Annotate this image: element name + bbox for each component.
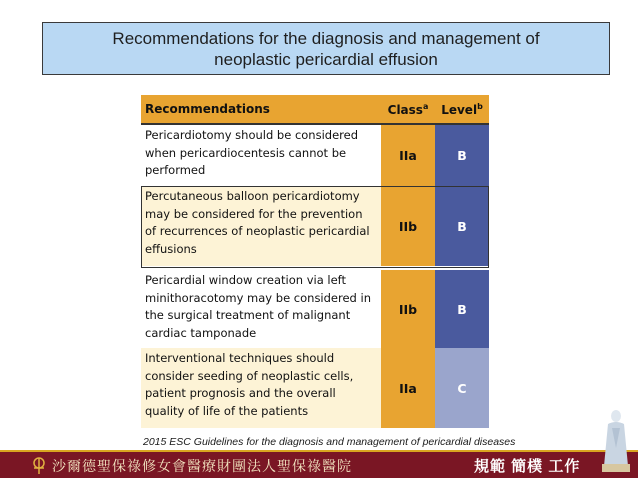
table-row <box>141 268 489 348</box>
recommendation-text: Pericardiotomy should be considered when pericardiocentesis cannot be performed <box>141 124 381 186</box>
class-cell: IIb <box>381 268 435 348</box>
table-row <box>141 186 489 268</box>
saint-statue-icon <box>598 408 634 474</box>
recommendation-text: Percutaneous balloon pericardiotomy may be considered for the prevention of recurrences of neoplastic pericardial effusions <box>141 186 381 268</box>
class-cell: IIa <box>381 124 435 186</box>
hospital-emblem-icon <box>30 456 48 476</box>
table-header-row <box>141 95 489 124</box>
hospital-motto: 規範 簡樸 工作 <box>474 458 581 475</box>
level-cell: C <box>435 348 489 428</box>
table-row <box>141 348 489 428</box>
recommendation-text: Interventional techniques should consider seeding of neoplastic cells, patient prognosis and the overall quality of life of the patients <box>141 348 381 428</box>
source-citation: 2015 ESC Guidelines for the diagnosis and management of pericardial diseases <box>143 436 516 448</box>
level-cell: B <box>435 268 489 348</box>
level-cell: B <box>435 124 489 186</box>
slide-title-line1: Recommendations for the diagnosis and management of <box>112 29 540 48</box>
header-recommendations: Recommendations <box>141 95 381 124</box>
header-level: Level$^b$ <box>435 95 489 124</box>
level-cell: B <box>435 186 489 268</box>
footer-bar <box>0 452 638 478</box>
recommendation-text: Pericardial window creation via left minithoracotomy may be considered in the surgical treatment of malignant cardiac tamponade <box>141 268 381 348</box>
hospital-name: 沙爾德聖保祿修女會醫療財團法人聖保祿醫院 <box>52 458 352 474</box>
class-cell: IIb <box>381 186 435 268</box>
recommendations-table <box>141 95 489 428</box>
slide-title <box>42 22 610 75</box>
header-class: Class$^a$ <box>381 95 435 124</box>
table-row <box>141 124 489 186</box>
slide-title-line2: neoplastic pericardial effusion <box>214 50 438 69</box>
class-cell: IIa <box>381 348 435 428</box>
